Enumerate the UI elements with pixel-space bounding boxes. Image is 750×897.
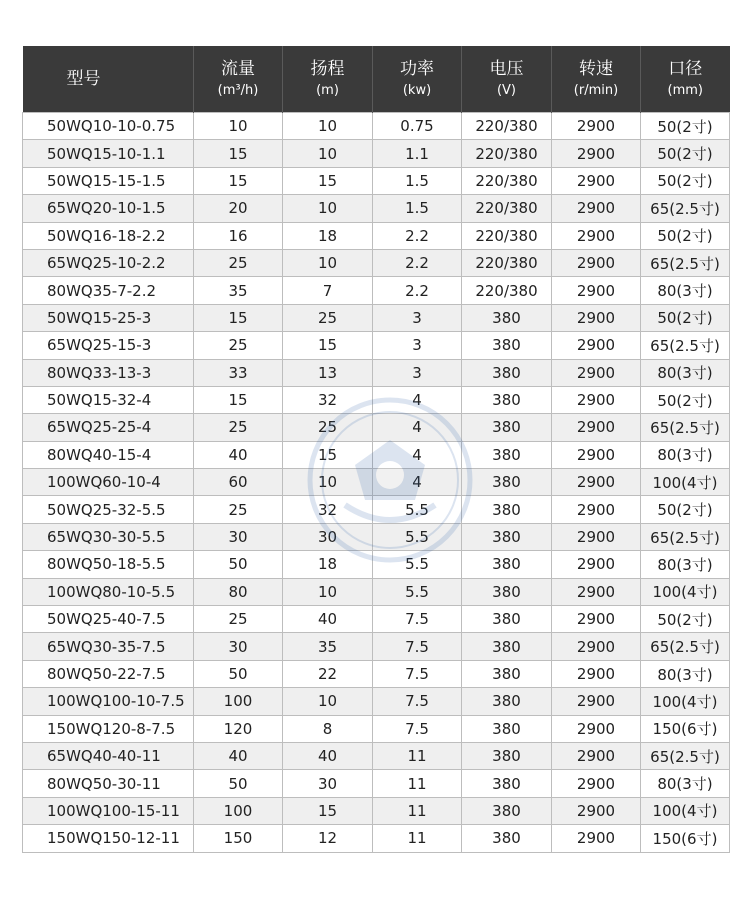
table-cell: 380 bbox=[462, 825, 552, 852]
table-cell: 18 bbox=[283, 222, 373, 249]
table-cell: 10 bbox=[283, 195, 373, 222]
column-header-label: 口径 bbox=[668, 59, 703, 79]
table-cell: 65(2.5寸) bbox=[641, 414, 730, 441]
table-cell: 10 bbox=[283, 113, 373, 140]
model-cell: 150WQ150-12-11 bbox=[23, 825, 194, 852]
table-cell: 80(3寸) bbox=[641, 551, 730, 578]
model-cell: 65WQ25-15-3 bbox=[23, 332, 194, 359]
table-row bbox=[23, 660, 730, 687]
table-cell: 2900 bbox=[552, 414, 641, 441]
table-cell: 2900 bbox=[552, 113, 641, 140]
model-cell: 80WQ35-7-2.2 bbox=[23, 277, 194, 304]
table-cell: 0.75 bbox=[373, 113, 462, 140]
column-header-label: 扬程 bbox=[310, 59, 345, 79]
table-cell: 150(6寸) bbox=[641, 715, 730, 742]
table-cell: 11 bbox=[373, 770, 462, 797]
table-cell: 4 bbox=[373, 469, 462, 496]
model-cell: 50WQ25-32-5.5 bbox=[23, 496, 194, 523]
table-cell: 220/380 bbox=[462, 113, 552, 140]
table-cell: 220/380 bbox=[462, 140, 552, 167]
table-row bbox=[23, 359, 730, 386]
table-cell: 2900 bbox=[552, 688, 641, 715]
table-cell: 2900 bbox=[552, 167, 641, 194]
table-cell: 80(3寸) bbox=[641, 770, 730, 797]
table-cell: 80(3寸) bbox=[641, 359, 730, 386]
table-cell: 50(2寸) bbox=[641, 222, 730, 249]
header-row bbox=[23, 46, 730, 113]
table-cell: 2900 bbox=[552, 578, 641, 605]
table-cell: 15 bbox=[283, 167, 373, 194]
table-cell: 16 bbox=[194, 222, 283, 249]
table-cell: 3 bbox=[373, 359, 462, 386]
table-cell: 30 bbox=[194, 633, 283, 660]
table-row bbox=[23, 578, 730, 605]
table-cell: 380 bbox=[462, 742, 552, 769]
table-cell: 380 bbox=[462, 715, 552, 742]
table-cell: 380 bbox=[462, 688, 552, 715]
column-header-4 bbox=[462, 46, 552, 113]
table-row bbox=[23, 606, 730, 633]
column-header-5 bbox=[552, 46, 641, 113]
table-cell: 25 bbox=[194, 414, 283, 441]
table-cell: 2900 bbox=[552, 140, 641, 167]
table-cell: 15 bbox=[283, 797, 373, 824]
model-cell: 80WQ40-15-4 bbox=[23, 441, 194, 468]
table-cell: 380 bbox=[462, 496, 552, 523]
table-cell: 120 bbox=[194, 715, 283, 742]
model-cell: 50WQ16-18-2.2 bbox=[23, 222, 194, 249]
table-cell: 50(2寸) bbox=[641, 140, 730, 167]
table-cell: 33 bbox=[194, 359, 283, 386]
table-cell: 1.1 bbox=[373, 140, 462, 167]
column-header-unit: (m³/h) bbox=[217, 83, 259, 98]
model-cell: 80WQ50-18-5.5 bbox=[23, 551, 194, 578]
table-cell: 5.5 bbox=[373, 523, 462, 550]
table-cell: 50(2寸) bbox=[641, 496, 730, 523]
table-cell: 100(4寸) bbox=[641, 797, 730, 824]
model-cell: 80WQ50-22-7.5 bbox=[23, 660, 194, 687]
model-cell: 50WQ15-15-1.5 bbox=[23, 167, 194, 194]
column-header-6 bbox=[641, 46, 730, 113]
table-cell: 220/380 bbox=[462, 249, 552, 276]
table-cell: 50 bbox=[194, 770, 283, 797]
table-cell: 8 bbox=[283, 715, 373, 742]
table-cell: 10 bbox=[283, 688, 373, 715]
table-cell: 2.2 bbox=[373, 277, 462, 304]
table-header bbox=[23, 46, 730, 113]
table-cell: 380 bbox=[462, 770, 552, 797]
column-header-2 bbox=[283, 46, 373, 113]
table-row bbox=[23, 332, 730, 359]
model-cell: 50WQ15-32-4 bbox=[23, 386, 194, 413]
model-cell: 65WQ30-35-7.5 bbox=[23, 633, 194, 660]
column-header-unit: (m) bbox=[316, 83, 339, 98]
table-cell: 150(6寸) bbox=[641, 825, 730, 852]
table-cell: 30 bbox=[283, 523, 373, 550]
table-cell: 11 bbox=[373, 742, 462, 769]
column-header-unit: (r/min) bbox=[573, 83, 619, 98]
table-cell: 2900 bbox=[552, 825, 641, 852]
table-cell: 18 bbox=[283, 551, 373, 578]
table-cell: 380 bbox=[462, 551, 552, 578]
table-cell: 15 bbox=[194, 386, 283, 413]
table-cell: 10 bbox=[283, 469, 373, 496]
model-cell: 150WQ120-8-7.5 bbox=[23, 715, 194, 742]
table-cell: 2900 bbox=[552, 606, 641, 633]
table-cell: 50(2寸) bbox=[641, 167, 730, 194]
table-cell: 65(2.5寸) bbox=[641, 633, 730, 660]
model-cell: 100WQ80-10-5.5 bbox=[23, 578, 194, 605]
table-cell: 3 bbox=[373, 332, 462, 359]
table-cell: 150 bbox=[194, 825, 283, 852]
table-cell: 2900 bbox=[552, 496, 641, 523]
table-cell: 25 bbox=[194, 332, 283, 359]
table-cell: 380 bbox=[462, 797, 552, 824]
table-cell: 50(2寸) bbox=[641, 606, 730, 633]
table-row bbox=[23, 551, 730, 578]
table-cell: 1.5 bbox=[373, 195, 462, 222]
column-header-label: 型号 bbox=[66, 69, 101, 89]
table-row bbox=[23, 633, 730, 660]
table-cell: 380 bbox=[462, 606, 552, 633]
table-cell: 220/380 bbox=[462, 167, 552, 194]
table-row bbox=[23, 140, 730, 167]
table-cell: 7 bbox=[283, 277, 373, 304]
table-cell: 2900 bbox=[552, 797, 641, 824]
table-cell: 7.5 bbox=[373, 715, 462, 742]
table-row bbox=[23, 523, 730, 550]
column-header-0 bbox=[23, 46, 194, 113]
table-row bbox=[23, 167, 730, 194]
table-cell: 30 bbox=[283, 770, 373, 797]
table-cell: 11 bbox=[373, 825, 462, 852]
table-cell: 15 bbox=[283, 332, 373, 359]
table-cell: 5.5 bbox=[373, 496, 462, 523]
model-cell: 50WQ15-10-1.1 bbox=[23, 140, 194, 167]
table-cell: 2900 bbox=[552, 222, 641, 249]
table-cell: 2900 bbox=[552, 386, 641, 413]
table-row bbox=[23, 770, 730, 797]
table-cell: 220/380 bbox=[462, 277, 552, 304]
table-cell: 5.5 bbox=[373, 578, 462, 605]
table-cell: 13 bbox=[283, 359, 373, 386]
table-cell: 220/380 bbox=[462, 222, 552, 249]
table-row bbox=[23, 113, 730, 140]
table-cell: 4 bbox=[373, 441, 462, 468]
table-cell: 5.5 bbox=[373, 551, 462, 578]
table-cell: 40 bbox=[194, 441, 283, 468]
table-cell: 10 bbox=[283, 140, 373, 167]
column-header-label: 功率 bbox=[400, 59, 434, 79]
model-cell: 50WQ10-10-0.75 bbox=[23, 113, 194, 140]
table-row bbox=[23, 825, 730, 852]
table-cell: 35 bbox=[283, 633, 373, 660]
table-cell: 40 bbox=[283, 742, 373, 769]
table-body bbox=[23, 113, 730, 853]
column-header-label: 转速 bbox=[579, 59, 613, 79]
table-row bbox=[23, 414, 730, 441]
table-cell: 15 bbox=[194, 304, 283, 331]
table-row bbox=[23, 249, 730, 276]
table-cell: 380 bbox=[462, 523, 552, 550]
table-cell: 380 bbox=[462, 633, 552, 660]
table-cell: 7.5 bbox=[373, 660, 462, 687]
table-cell: 10 bbox=[194, 113, 283, 140]
model-cell: 50WQ25-40-7.5 bbox=[23, 606, 194, 633]
table-row bbox=[23, 441, 730, 468]
table-cell: 2900 bbox=[552, 441, 641, 468]
table-cell: 3 bbox=[373, 304, 462, 331]
table-cell: 80 bbox=[194, 578, 283, 605]
table-cell: 25 bbox=[194, 496, 283, 523]
column-header-label: 流量 bbox=[221, 59, 255, 79]
table-row bbox=[23, 797, 730, 824]
column-header-unit: (kw) bbox=[402, 83, 432, 98]
table-cell: 100(4寸) bbox=[641, 469, 730, 496]
table-cell: 10 bbox=[283, 249, 373, 276]
table-cell: 50(2寸) bbox=[641, 386, 730, 413]
table-cell: 380 bbox=[462, 578, 552, 605]
table-row bbox=[23, 195, 730, 222]
table-cell: 2900 bbox=[552, 742, 641, 769]
table-cell: 80(3寸) bbox=[641, 660, 730, 687]
table-cell: 10 bbox=[283, 578, 373, 605]
model-cell: 80WQ50-30-11 bbox=[23, 770, 194, 797]
table-cell: 80(3寸) bbox=[641, 277, 730, 304]
table-cell: 50(2寸) bbox=[641, 113, 730, 140]
model-cell: 65WQ30-30-5.5 bbox=[23, 523, 194, 550]
table-cell: 2900 bbox=[552, 249, 641, 276]
table-cell: 380 bbox=[462, 386, 552, 413]
table-cell: 15 bbox=[283, 441, 373, 468]
column-header-unit: (V) bbox=[496, 83, 517, 98]
table-row bbox=[23, 688, 730, 715]
table-cell: 25 bbox=[283, 304, 373, 331]
table-cell: 380 bbox=[462, 469, 552, 496]
table-cell: 65(2.5寸) bbox=[641, 249, 730, 276]
table-cell: 30 bbox=[194, 523, 283, 550]
table-cell: 220/380 bbox=[462, 195, 552, 222]
table-cell: 1.5 bbox=[373, 167, 462, 194]
table-cell: 65(2.5寸) bbox=[641, 523, 730, 550]
table-cell: 380 bbox=[462, 660, 552, 687]
model-cell: 65WQ20-10-1.5 bbox=[23, 195, 194, 222]
table-cell: 12 bbox=[283, 825, 373, 852]
table-cell: 80(3寸) bbox=[641, 441, 730, 468]
table-cell: 2900 bbox=[552, 770, 641, 797]
table-cell: 40 bbox=[283, 606, 373, 633]
table-row bbox=[23, 469, 730, 496]
model-cell: 100WQ100-15-11 bbox=[23, 797, 194, 824]
table-cell: 380 bbox=[462, 414, 552, 441]
table-cell: 25 bbox=[194, 606, 283, 633]
table-cell: 2900 bbox=[552, 359, 641, 386]
table-row bbox=[23, 386, 730, 413]
table-cell: 65(2.5寸) bbox=[641, 195, 730, 222]
table-cell: 65(2.5寸) bbox=[641, 332, 730, 359]
table-cell: 2900 bbox=[552, 469, 641, 496]
table-cell: 25 bbox=[194, 249, 283, 276]
table-cell: 50(2寸) bbox=[641, 304, 730, 331]
table-cell: 2900 bbox=[552, 304, 641, 331]
table-cell: 32 bbox=[283, 496, 373, 523]
table-cell: 32 bbox=[283, 386, 373, 413]
column-header-label: 电压 bbox=[489, 59, 524, 79]
table-row bbox=[23, 742, 730, 769]
table-cell: 2900 bbox=[552, 715, 641, 742]
model-cell: 100WQ100-10-7.5 bbox=[23, 688, 194, 715]
table-cell: 2900 bbox=[552, 195, 641, 222]
table-cell: 7.5 bbox=[373, 633, 462, 660]
table-cell: 100 bbox=[194, 688, 283, 715]
table-cell: 60 bbox=[194, 469, 283, 496]
model-cell: 65WQ25-10-2.2 bbox=[23, 249, 194, 276]
table-cell: 15 bbox=[194, 167, 283, 194]
table-cell: 4 bbox=[373, 414, 462, 441]
table-cell: 2900 bbox=[552, 660, 641, 687]
column-header-1 bbox=[194, 46, 283, 113]
table-row bbox=[23, 496, 730, 523]
column-header-unit: (mm) bbox=[667, 83, 703, 98]
model-cell: 65WQ25-25-4 bbox=[23, 414, 194, 441]
table-cell: 2.2 bbox=[373, 222, 462, 249]
table-cell: 380 bbox=[462, 359, 552, 386]
table-cell: 380 bbox=[462, 441, 552, 468]
table-cell: 2900 bbox=[552, 523, 641, 550]
table-row bbox=[23, 304, 730, 331]
table-cell: 380 bbox=[462, 332, 552, 359]
table-cell: 25 bbox=[283, 414, 373, 441]
pump-spec-table bbox=[22, 46, 730, 853]
table-cell: 65(2.5寸) bbox=[641, 742, 730, 769]
table-cell: 2.2 bbox=[373, 249, 462, 276]
table-cell: 7.5 bbox=[373, 688, 462, 715]
table-cell: 4 bbox=[373, 386, 462, 413]
table-cell: 2900 bbox=[552, 633, 641, 660]
table-cell: 35 bbox=[194, 277, 283, 304]
table-cell: 2900 bbox=[552, 551, 641, 578]
table-cell: 7.5 bbox=[373, 606, 462, 633]
table-cell: 2900 bbox=[552, 277, 641, 304]
table-cell: 50 bbox=[194, 551, 283, 578]
table-cell: 22 bbox=[283, 660, 373, 687]
table-cell: 50 bbox=[194, 660, 283, 687]
table-cell: 20 bbox=[194, 195, 283, 222]
table-row bbox=[23, 715, 730, 742]
model-cell: 100WQ60-10-4 bbox=[23, 469, 194, 496]
model-cell: 65WQ40-40-11 bbox=[23, 742, 194, 769]
table-cell: 15 bbox=[194, 140, 283, 167]
table-row bbox=[23, 222, 730, 249]
table-cell: 2900 bbox=[552, 332, 641, 359]
table-cell: 100(4寸) bbox=[641, 688, 730, 715]
model-cell: 80WQ33-13-3 bbox=[23, 359, 194, 386]
table-cell: 100 bbox=[194, 797, 283, 824]
table-cell: 40 bbox=[194, 742, 283, 769]
model-cell: 50WQ15-25-3 bbox=[23, 304, 194, 331]
table-cell: 380 bbox=[462, 304, 552, 331]
table-row bbox=[23, 277, 730, 304]
table-cell: 100(4寸) bbox=[641, 578, 730, 605]
column-header-3 bbox=[373, 46, 462, 113]
table-cell: 11 bbox=[373, 797, 462, 824]
